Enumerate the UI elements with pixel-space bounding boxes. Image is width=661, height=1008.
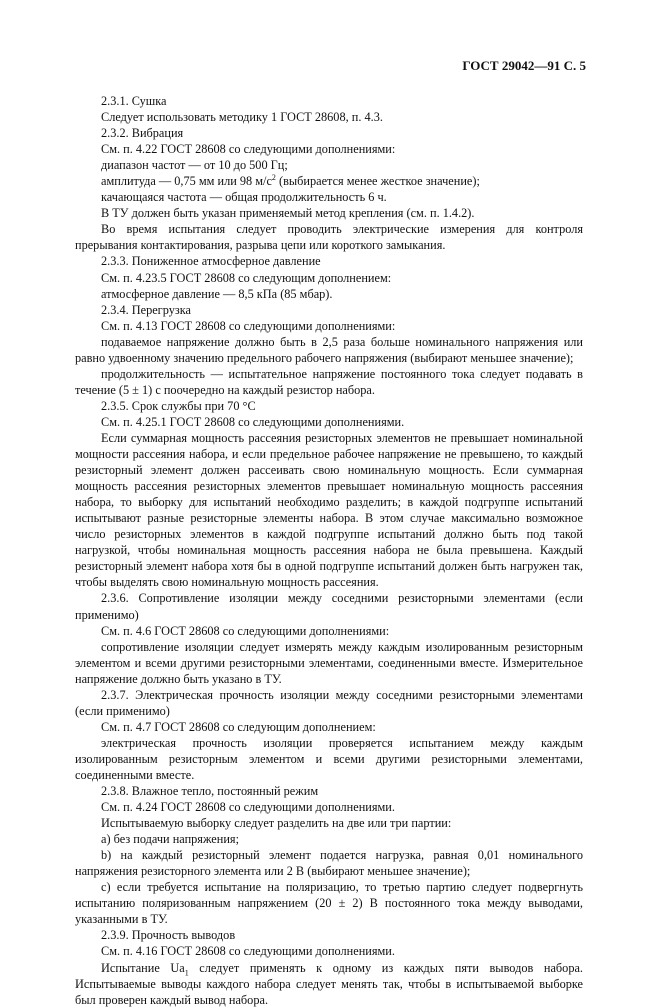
section-heading-2-3-9: 2.3.9. Прочность выводов: [101, 928, 236, 943]
paragraph: См. п. 4.6 ГОСТ 28608 со следующими дополнениями:: [101, 623, 390, 638]
list-item: с) если требуется испытание на поляризацию, то третью партию следует подвергнуть испытанию поляризованным напряжением (20 ± 2) В постоянного тока между выводами, указанными в ТУ.: [75, 880, 583, 927]
paragraph: электрическая прочность изоляции проверяется испытанием между каждым изолированным резисторным элементом и всеми другими резисторными элементами, соединенными вместе.: [75, 735, 583, 782]
paragraph: См. п. 4.23.5 ГОСТ 28608 со следующим дополнением:: [101, 270, 392, 285]
section-heading-2-3-2: 2.3.2. Вибрация: [101, 126, 184, 141]
amplitude-text: амплитуда — 0,75 мм или 98 м/с: [101, 174, 272, 189]
section-heading-2-3-7: 2.3.7. Электрическая прочность изоляции между соседними резисторными элементами (если применимо): [75, 687, 583, 718]
paragraph: См. п. 4.16 ГОСТ 28608 со следующими дополнениями.: [101, 944, 395, 959]
paragraph: [75, 173, 583, 189]
amplitude-text-tail: (выбирается менее жесткое значение);: [275, 174, 480, 189]
section-heading-2-3-1: 2.3.1. Сушка: [101, 94, 167, 108]
document-body: [75, 93, 583, 1008]
paragraph: См. п. 4.25.1 ГОСТ 28608 со следующими дополнениями.: [101, 414, 405, 429]
paragraph: диапазон частот — от 10 до 500 Гц;: [101, 158, 288, 173]
superscript: 2: [271, 173, 276, 183]
paragraph: атмосферное давление — 8,5 кПа (85 мбар).: [101, 286, 333, 301]
paragraph: [75, 960, 583, 1008]
paragraph: Во время испытания следует проводить электрические измерения для контроля прерывания контактирования, разрыва цепи или короткого замыкания.: [75, 222, 583, 253]
section-heading-2-3-8: 2.3.8. Влажное тепло, постоянный режим: [101, 784, 319, 799]
section-heading-2-3-6: 2.3.6. Сопротивление изоляции между соседними резисторными элементами (если применимо): [75, 591, 583, 622]
section-heading-2-3-5: 2.3.5. Срок службы при 70 °С: [101, 398, 256, 413]
paragraph: сопротивление изоляции следует измерять между каждым изолированным резисторным элементом и всеми другими резисторными элементами, соединенными вместе. Измерительное напряжение должно быть указано в ТУ.: [75, 639, 583, 686]
list-item: b) на каждый резисторный элемент подается нагрузка, равная 0,01 номинального напряжения резисторного элемента или 2 В (выбирают меньшее значение);: [75, 848, 583, 879]
paragraph: подаваемое напряжение должно быть в 2,5 раза больше номинального напряжения или равно удвоенному значению предельного рабочего напряжения (выбирают меньшее значение);: [75, 334, 583, 365]
paragraph: Если суммарная мощность рассеяния резисторных элементов не превышает номинальной мощности рассеяния набора, и если предельное рабочее напряжение не превышено, то каждый резисторный элемент должен рассеивать свою номинальную мощность. Если суммарная мощность рассеяния резисторных элементов превышает номинальную мощность рассеяния набора, то выборку для испытаний необходимо разделить; в каждой подгруппе испытаний испытывают разные резисторные элементы набора. В этом случае максимально возможное число резисторных элементов в каждой подгруппе испытаний должно быть под такой нагрузкой, чтобы номинальная мощность рассеяния набора не была превышена. Каждый резисторный элемент набора хотя бы в одной подгруппе испытаний должен быть нагружен так, чтобы выделять свою номинальную мощность рассеяния.: [75, 430, 583, 590]
test-text-tail: следует применять к одному из каждых пяти выводов набора. Испытываемые выводы каждого набора следует менять так, чтобы в испытываемой выборке был проверен каждый вывод набора.: [75, 960, 583, 1007]
paragraph: продолжительность — испытательное напряжение постоянного тока следует подавать в течение (5 ± 1) с поочередно на каждый резистор набора.: [75, 366, 583, 397]
paragraph: См. п. 4.22 ГОСТ 28608 со следующими дополнениями:: [101, 142, 396, 157]
paragraph: См. п. 4.7 ГОСТ 28608 со следующим дополнением:: [101, 719, 376, 734]
paragraph: См. п. 4.24 ГОСТ 28608 со следующими дополнениями.: [101, 800, 395, 815]
paragraph: качающаяся частота — общая продолжительность 6 ч.: [101, 190, 387, 205]
section-heading-2-3-4: 2.3.4. Перегрузка: [101, 302, 191, 317]
subscript: 1: [184, 967, 189, 977]
paragraph: См. п. 4.13 ГОСТ 28608 со следующими дополнениями:: [101, 318, 396, 333]
test-text: Испытание Ua: [101, 960, 185, 975]
paragraph: Следует использовать методику 1 ГОСТ 28608, п. 4.3.: [101, 110, 383, 125]
paragraph: В ТУ должен быть указан применяемый метод крепления (см. п. 1.4.2).: [101, 206, 475, 221]
paragraph: Испытываемую выборку следует разделить на две или три партии:: [101, 816, 452, 831]
page-header: ГОСТ 29042—91 С. 5: [462, 58, 586, 73]
section-heading-2-3-3: 2.3.3. Пониженное атмосферное давление: [101, 254, 321, 269]
list-item: а) без подачи напряжения;: [101, 832, 239, 847]
